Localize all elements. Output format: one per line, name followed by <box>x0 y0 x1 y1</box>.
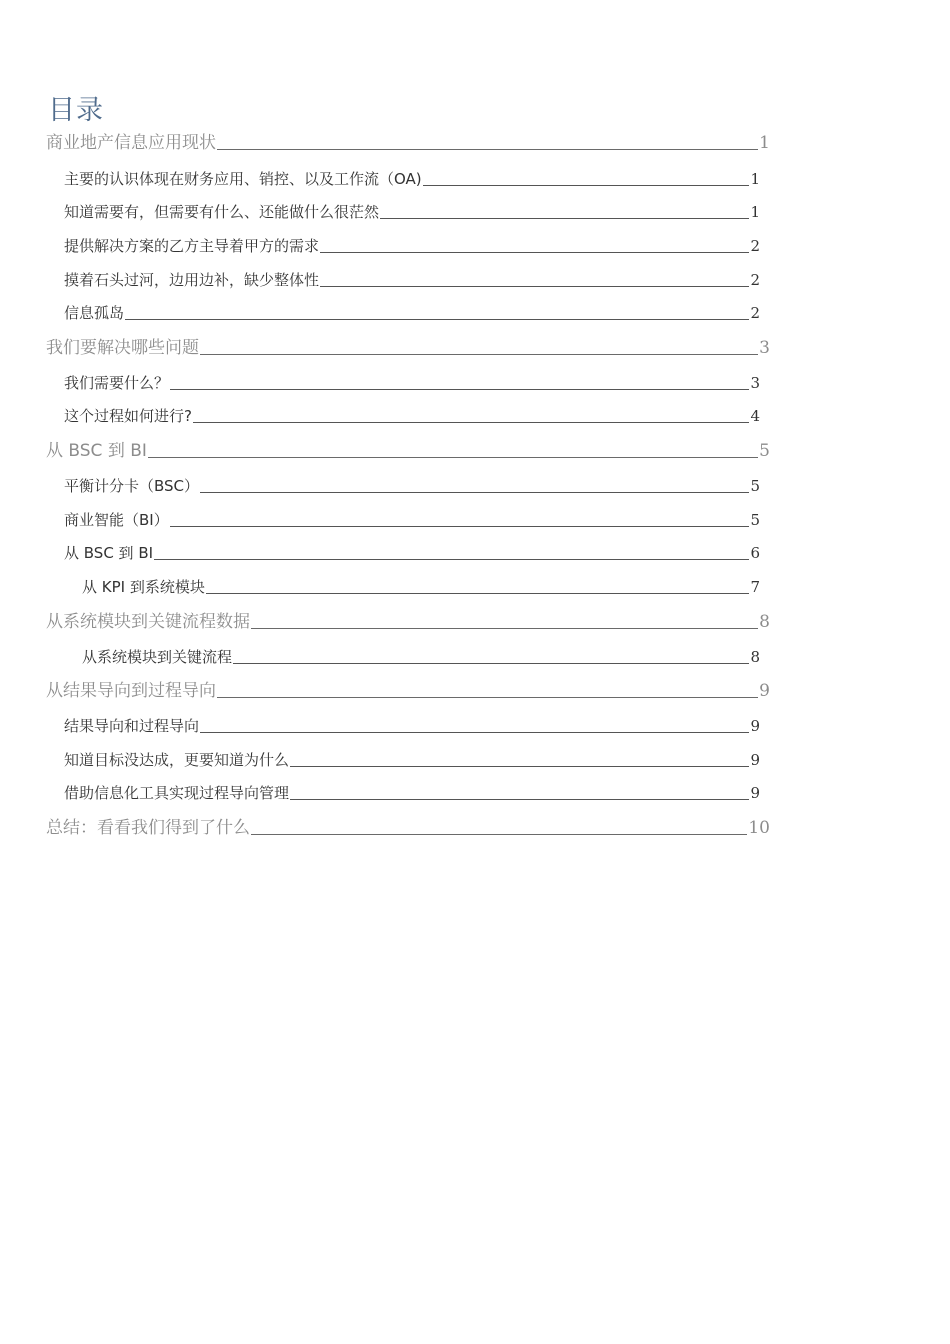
toc-page-number: 1 <box>750 203 760 221</box>
toc-page-number: 7 <box>750 578 760 596</box>
toc-page-number: 9 <box>750 717 760 735</box>
toc-entry[interactable] <box>64 166 760 190</box>
toc-page-number: 1 <box>750 170 760 188</box>
toc-page-number: 2 <box>750 304 760 322</box>
toc-entry[interactable] <box>64 780 760 804</box>
toc-leader-line <box>125 318 749 320</box>
toc-page-number: 3 <box>759 338 770 358</box>
toc-page-number: 4 <box>750 407 760 425</box>
toc-leader-line <box>170 388 749 390</box>
toc-entry-text: 商业智能（BI） <box>64 511 169 529</box>
toc-entry-text: 从 KPI 到系统模块 <box>82 578 205 596</box>
toc-entry[interactable] <box>64 403 760 427</box>
toc-leader-line <box>200 491 749 493</box>
toc-page-number: 1 <box>759 133 770 153</box>
toc-leader-line <box>200 353 758 355</box>
toc-entry-text: 从系统模块到关键流程 <box>82 648 233 666</box>
toc-entry[interactable] <box>64 507 760 531</box>
toc-entry-text: 商业地产信息应用现状 <box>46 133 216 153</box>
toc-page-number: 10 <box>748 818 770 838</box>
toc-entry-text: 平衡计分卡（BSC） <box>64 477 200 495</box>
toc-page-number: 2 <box>750 237 760 255</box>
toc-entry[interactable] <box>46 438 770 462</box>
toc-entry-text: 从结果导向到过程导向 <box>46 681 216 701</box>
toc-entry[interactable] <box>64 473 760 497</box>
toc-entry[interactable] <box>64 233 760 257</box>
toc-leader-line <box>290 798 749 800</box>
toc-entry-text: 我们要解决哪些问题 <box>46 338 199 358</box>
toc-entry[interactable] <box>64 300 760 324</box>
toc-entry[interactable] <box>82 644 760 668</box>
toc-entry-text: 知道需要有，但需要有什么、还能做什么很茫然 <box>64 203 380 221</box>
toc-leader-line <box>170 525 750 527</box>
toc-entry[interactable] <box>64 267 760 291</box>
toc-leader-line <box>148 456 758 458</box>
toc-entry-text: 总结：看看我们得到了什么 <box>46 818 250 838</box>
toc-entry[interactable] <box>46 130 770 154</box>
toc-leader-line <box>380 217 749 219</box>
toc-leader-line <box>320 285 749 287</box>
toc-page-number: 8 <box>750 648 760 666</box>
toc-page-number: 6 <box>750 544 760 562</box>
toc-entry[interactable] <box>46 335 770 359</box>
toc-leader-line <box>251 833 747 835</box>
toc-entry-text: 知道目标没达成，更要知道为什么 <box>64 751 290 769</box>
toc-entry[interactable] <box>46 609 770 633</box>
toc-entry[interactable] <box>64 540 760 564</box>
toc-leader-line <box>290 765 749 767</box>
toc-entry[interactable] <box>64 747 760 771</box>
toc-entry[interactable] <box>82 574 760 598</box>
toc-page-number: 5 <box>750 511 760 529</box>
toc-page-number: 9 <box>759 681 770 701</box>
toc-entry-text: 摸着石头过河，边用边补，缺少整体性 <box>64 271 320 289</box>
toc-page-number: 9 <box>750 784 760 802</box>
toc-entry[interactable] <box>64 713 760 737</box>
toc-title: 目录 <box>48 95 104 126</box>
toc-leader-line <box>233 662 749 664</box>
toc-leader-line <box>200 731 749 733</box>
toc-entry[interactable] <box>46 678 770 702</box>
toc-entry-text: 我们需要什么？ <box>64 374 170 392</box>
toc-page-number: 2 <box>750 271 760 289</box>
toc-leader-line <box>251 627 758 629</box>
toc-page-number: 5 <box>750 477 760 495</box>
toc-page-number: 9 <box>750 751 760 769</box>
toc-leader-line <box>320 251 749 253</box>
toc-entry-text: 这个过程如何进行? <box>64 407 192 425</box>
toc-entry[interactable] <box>64 199 760 223</box>
toc-leader-line <box>217 696 758 698</box>
toc-leader-line <box>154 558 749 560</box>
toc-entry[interactable] <box>46 815 770 839</box>
toc-page-number: 5 <box>759 441 770 461</box>
toc-entry-text: 从 BSC 到 BI <box>46 441 147 461</box>
toc-entry-text: 从系统模块到关键流程数据 <box>46 612 250 632</box>
toc-entry-text: 结果导向和过程导向 <box>64 717 200 735</box>
toc-page-number: 8 <box>759 612 770 632</box>
toc-page-number: 3 <box>750 374 760 392</box>
toc-entry-text: 信息孤岛 <box>64 304 125 322</box>
toc-entry-text: 提供解决方案的乙方主导着甲方的需求 <box>64 237 320 255</box>
toc-leader-line <box>423 184 750 186</box>
toc-entry-text: 从 BSC 到 BI <box>64 544 154 562</box>
toc-leader-line <box>193 421 749 423</box>
toc-entry-text: 借助信息化工具实现过程导向管理 <box>64 784 290 802</box>
toc-entry-text: 主要的认识体现在财务应用、销控、以及工作流（OA) <box>64 170 422 188</box>
toc-entry[interactable] <box>64 370 760 394</box>
toc-leader-line <box>217 148 758 150</box>
toc-leader-line <box>206 592 750 594</box>
